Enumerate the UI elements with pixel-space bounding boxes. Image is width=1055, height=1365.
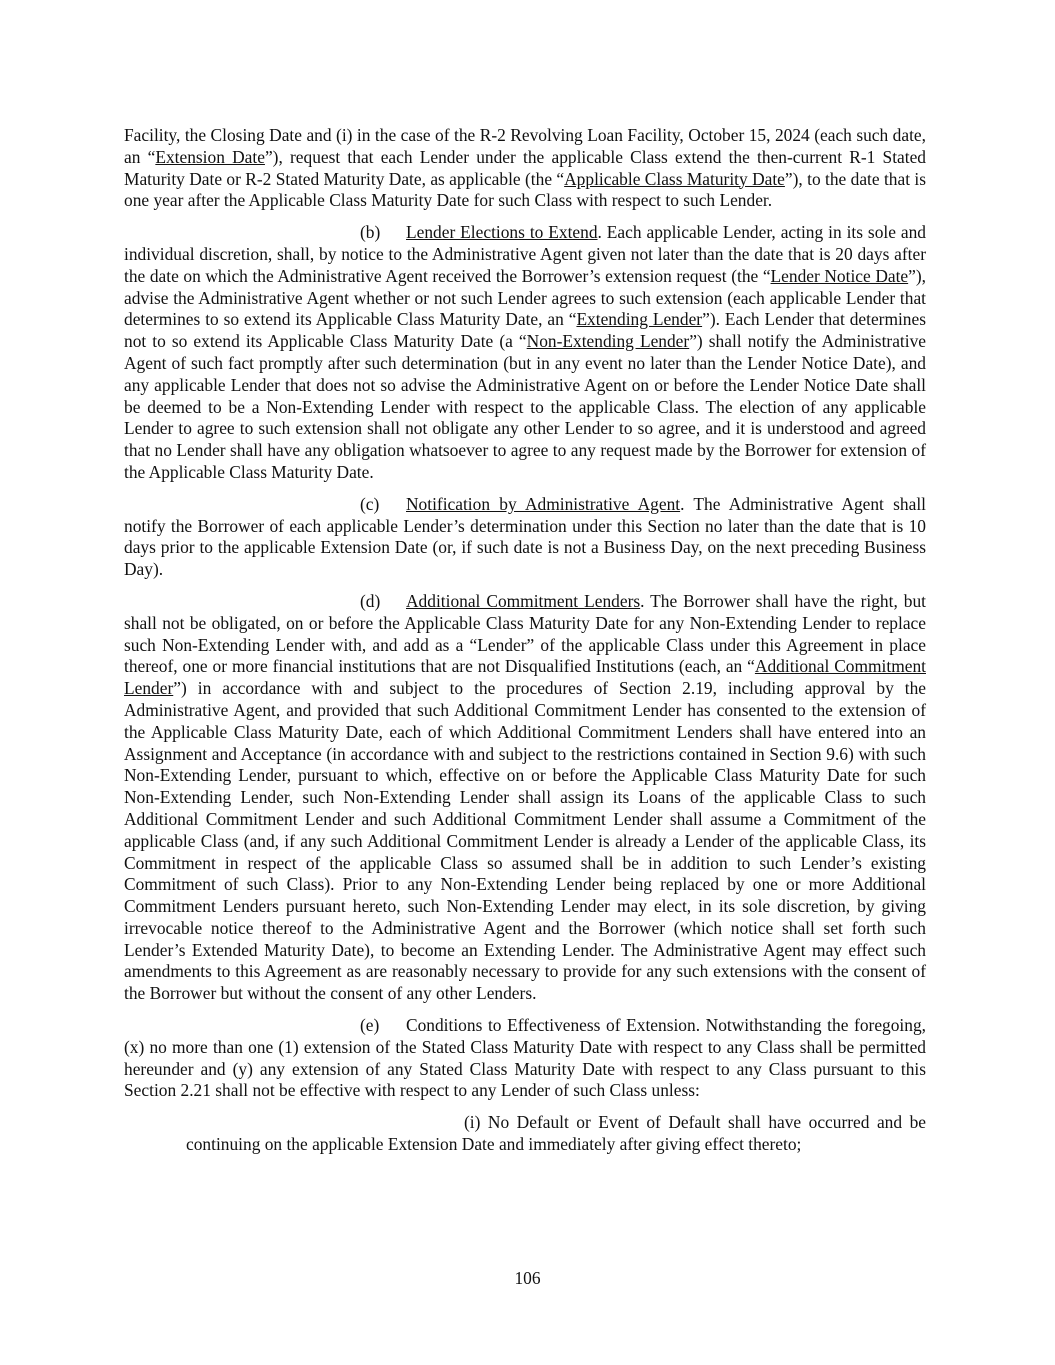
section-d-label: (d) bbox=[360, 590, 381, 611]
defined-term-non-extending-lender: Non-Extending Lender bbox=[526, 331, 690, 352]
defined-term-applicable-class-maturity-date: Applicable Class Maturity Date bbox=[564, 168, 785, 189]
section-e-paragraph bbox=[124, 1015, 926, 1102]
section-d-paragraph: (d) Additional Commitment Lenders. The Borrower shall have the right, but shall not be obligated, on or before the Applicable Class Maturity Date for any Non-Extending Lender to replace such Non-Extending Lender with, and add as a “Lender” of the applicable Class under this Agreement in place thereof, one or more financial institutions that are not Disqualified Institutions (each, an “Additional Commitment Lender”) in accordance with and subject to the procedures of Section 2.19, including approval by the Administrative Agent, and provided that such Additional Commitment Lender has consented to the extension of the Applicable Class Maturity Date, each of which Additional Commitment Lenders shall have entered into an Assignment and Acceptance (in accordance with and subject to the restrictions contained in Section 9.6) with such Non-Extending Lender, pursuant to which, effective on or before the Applicable Class Maturity Date for such Non-Extending Lender, such Non-Extending Lender shall assign its Loans of the applicable Class to such Additional Commitment Lender and such Additional Commitment Lender shall assume a Commitment of the applicable Class (and, if any such Additional Commitment Lender is already a Lender of the applicable Class, its Commitment in respect of the applicable Class so assumed shall be in addition to such Lender’s existing Commitment of such Class). Prior to any Non-Extending Lender being replaced by one or more Additional Commitment Lenders pursuant hereto, such Non-Extending Lender may elect, in its sole discretion, by giving irrevocable notice thereof to the Administrative Agent and the Borrower (which notice shall set forth such Lender’s Extended Maturity Date), to become an Extending Lender. The Administrative Agent may effect such amendments to this Agreement as are reasonably necessary to provide for any such extensions with the consent of the Borrower but without the consent of any other Lenders. bbox=[124, 590, 926, 1004]
subsection-i-paragraph bbox=[186, 1112, 926, 1156]
section-e-label: (e) bbox=[360, 1015, 380, 1036]
defined-term-additional-commitment-lender: Additional Commitment Lender bbox=[124, 656, 926, 699]
intro-paragraph: Facility, the Closing Date and (i) in the case of the R-2 Revolving Loan Facility, October 15, 2024 (each such date, an “Extension Date”), request that each Lender under the applicable Class extend the then-current R-1 Stated Maturity Date or R-2 Stated Maturity Date, as applicable (the “Applicable Class Maturity Date”), to the date that is one year after the Applicable Class Maturity Date for such Class with respect to such Lender. bbox=[124, 125, 927, 211]
defined-term-extending-lender: Extending Lender bbox=[576, 309, 703, 330]
defined-term-lender-notice-date: Lender Notice Date bbox=[770, 265, 909, 286]
page-body bbox=[124, 125, 926, 1166]
section-b-label: (b) bbox=[360, 222, 381, 243]
section-c-paragraph: (c) Notification by Administrative Agent. The Administrative Agent shall notify the Borrower of each applicable Lender’s determination under this Section no later than the date that is 10 days prior to the applicable Extension Date (or, if such date is not a Business Day, on the next preceding Business Day). bbox=[124, 493, 926, 580]
defined-term-extension-date: Extension Date bbox=[155, 146, 265, 167]
section-b-paragraph: (b) Lender Elections to Extend. Each applicable Lender, acting in its sole and individual discretion, shall, by notice to the Administrative Agent given not later than the date that is 20 days after the date on which the Administrative Agent received the Borrower’s extension request (the “Lender Notice Date”), advise the Administrative Agent whether or not such Lender agrees to such extension (each applicable Lender that determines to so extend its Applicable Class Maturity Date, an “Extending Lender”). Each Lender that determines not to so extend its Applicable Class Maturity Date (a “Non-Extending Lender”) shall notify the Administrative Agent of such fact promptly after such determination (but in any event no later than the Lender Notice Date), and any applicable Lender that does not so advise the Administrative Agent on or before the Lender Notice Date shall be deemed to be a Non-Extending Lender with respect to the applicable Class. The election of any applicable Lender to agree to such extension shall not obligate any other Lender to so agree, and it is understood and agreed that no Lender shall have any obligation whatsoever to agree to any request made by the Borrower for extension of the Applicable Class Maturity Date. bbox=[124, 222, 927, 482]
page-number: 106 bbox=[514, 1268, 541, 1288]
section-e-text: Conditions to Effectiveness of Extension. Notwithstanding the foregoing, (x) no more than one (1) extension of the Stated Class Maturity Date with respect to any Class shall be permitted hereunder and (y) any extension of any Stated Class Maturity Date with respect to any Class pursuant to this Section 2.21 shall not be effective with respect to any Lender of such Class unless: bbox=[124, 1015, 926, 1101]
section-d-heading: Additional Commitment Lenders bbox=[406, 590, 641, 611]
section-c-label: (c) bbox=[360, 493, 380, 514]
section-c-heading: Notification by Administrative Agent bbox=[406, 493, 681, 514]
subsection-i-text: (i) No Default or Event of Default shall have occurred and be continuing on the applicable Extension Date and immediately after giving effect thereto; bbox=[186, 1112, 926, 1155]
section-b-heading: Lender Elections to Extend bbox=[406, 222, 598, 243]
